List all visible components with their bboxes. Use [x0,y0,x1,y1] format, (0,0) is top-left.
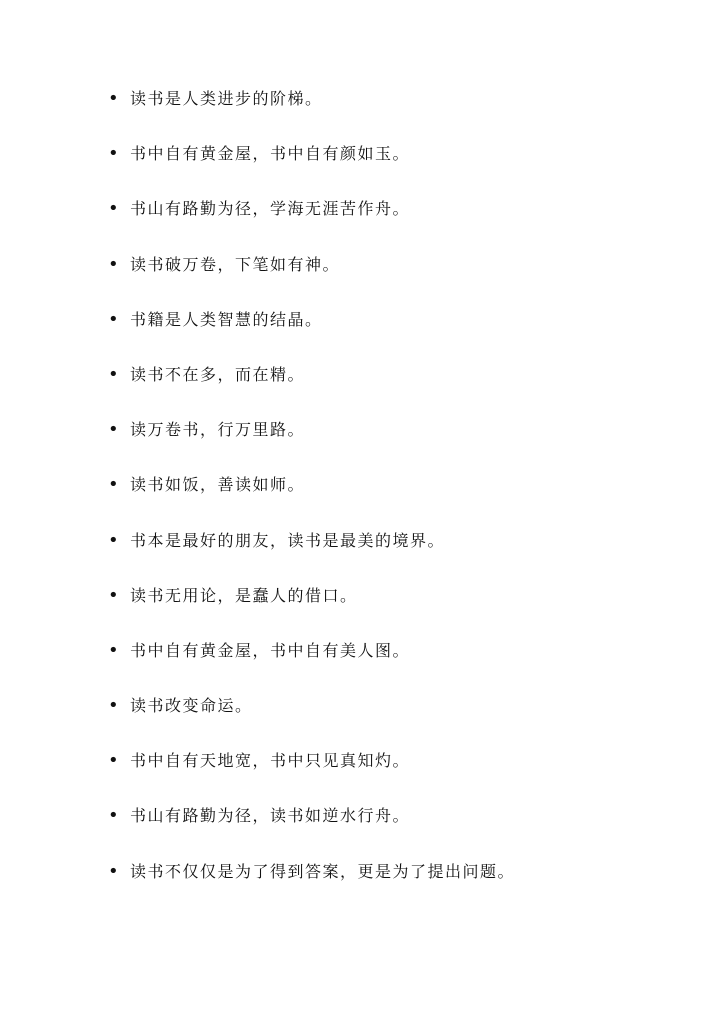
quote-text: 书本是最好的朋友，读书是最美的境界。 [130,530,446,550]
quote-text: 读书是人类进步的阶梯。 [130,89,323,108]
bullet-icon: • [108,695,119,717]
list-item [108,360,688,415]
list-item [108,139,688,194]
quote-text: 书籍是人类智慧的结晶。 [130,309,323,329]
quote-text: 读书无用论，是蠢人的借口。 [130,585,358,605]
quote-text: 书山有路勤为径，读书如逆水行舟。 [130,806,411,826]
quote-text: 读书不仅仅是为了得到答案，更是为了提出问题。 [130,861,516,881]
quote-list [108,84,688,912]
list-item [108,250,688,305]
quote-text: 读书破万卷，下笔如有神。 [130,254,341,274]
bullet-icon: • [108,419,119,441]
quote-text: 读书不在多，而在精。 [130,364,306,384]
bullet-icon: • [108,805,119,827]
list-item [108,470,688,525]
bullet-icon: • [108,253,119,275]
quote-text: 读书改变命运。 [130,696,253,716]
quote-text: 读书如饭，善读如师。 [130,475,306,495]
bullet-icon: • [108,529,119,551]
list-item [108,526,688,581]
bullet-icon: • [108,584,119,606]
list-item [108,801,688,856]
quote-text: 书中自有黄金屋，书中自有颜如玉。 [130,144,411,164]
list-item [108,415,688,470]
list-item [108,746,688,801]
quote-text: 书中自有天地宽，书中只见真知灼。 [130,751,411,771]
quote-text: 读万卷书，行万里路。 [130,420,306,440]
bullet-icon: • [108,363,119,385]
bullet-icon: • [108,198,119,220]
list-item [108,857,688,912]
list-item [108,581,688,636]
bullet-icon: • [108,639,119,661]
list-item [108,194,688,249]
bullet-icon: • [108,308,119,330]
bullet-icon: • [108,860,119,882]
bullet-icon: • [108,474,119,496]
bullet-icon: • [108,143,119,165]
list-item [108,84,688,139]
list-item [108,305,688,360]
list-item [108,691,688,746]
bullet-icon: • [108,88,119,109]
list-item [108,636,688,691]
bullet-icon: • [108,750,119,772]
quote-text: 书中自有黄金屋，书中自有美人图。 [130,640,411,660]
quote-text: 书山有路勤为径，学海无涯苦作舟。 [130,199,411,219]
